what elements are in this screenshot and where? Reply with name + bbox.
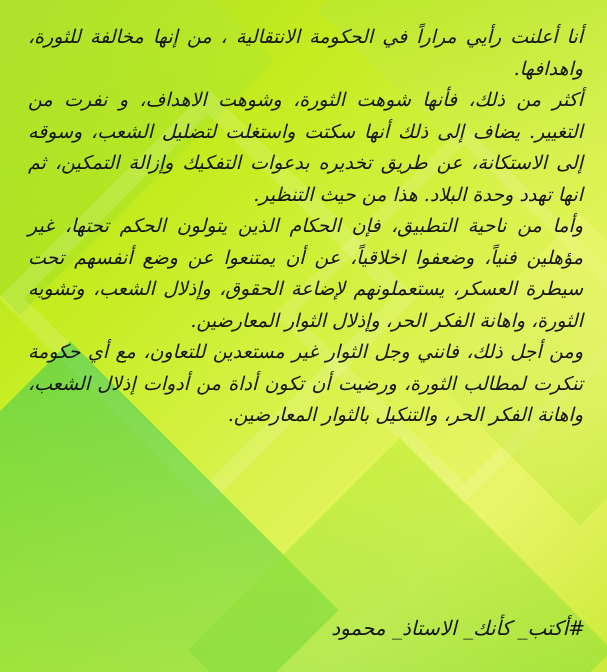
paragraph-4: ومن أجل ذلك، فانني وجل الثوار غير مستعدين للتعاون، مع أي حكومة تنكرت لمطالب الثورة، ورضيت أن تكون أداة من أدوات إذلال الشعب، واهانة الفكر الحر، والتنكيل بالثوار المعارضين.	[28, 341, 583, 426]
paragraph-1: أنا أعلنت رأيي مراراً في الحكومة الانتقالية ، من إنها مخالفة للثورة، واهدافها.	[28, 26, 583, 80]
paragraph-3: وأما من ناحية التطبيق، فإن الحكام الذين يتولون الحكم تحتها، غير مؤهلين فنياً، وضعفوا اخلاقياً، عن أن يمتنعوا عن وضع أنفسهم تحت سيطرة العسكر، يستعملونهم لإضاعة الحقوق، وإذلال الشعب، وتشويه الثورة، واهانة الفكر الحر، وإذلال الثوار المعارضين.	[28, 215, 583, 332]
paragraph-2: أكثر من ذلك، فأنها شوهت الثورة، وشوهت الاهداف، و نفرت من التغيير. يضاف إلى ذلك أنها سكتت واستغلت لتضليل الشعب، وسوقه إلى الاستكانة، عن طريق تخديره بدعوات التفكيك وإزالة التمكين، ثم انها تهدد وحدة البلاد. هذا من حيث التنظير.	[28, 89, 583, 206]
post-text	[28, 22, 583, 432]
hashtag-signature: #أكتب_ كأنك_ الاستاذ_ محمود	[331, 616, 585, 640]
